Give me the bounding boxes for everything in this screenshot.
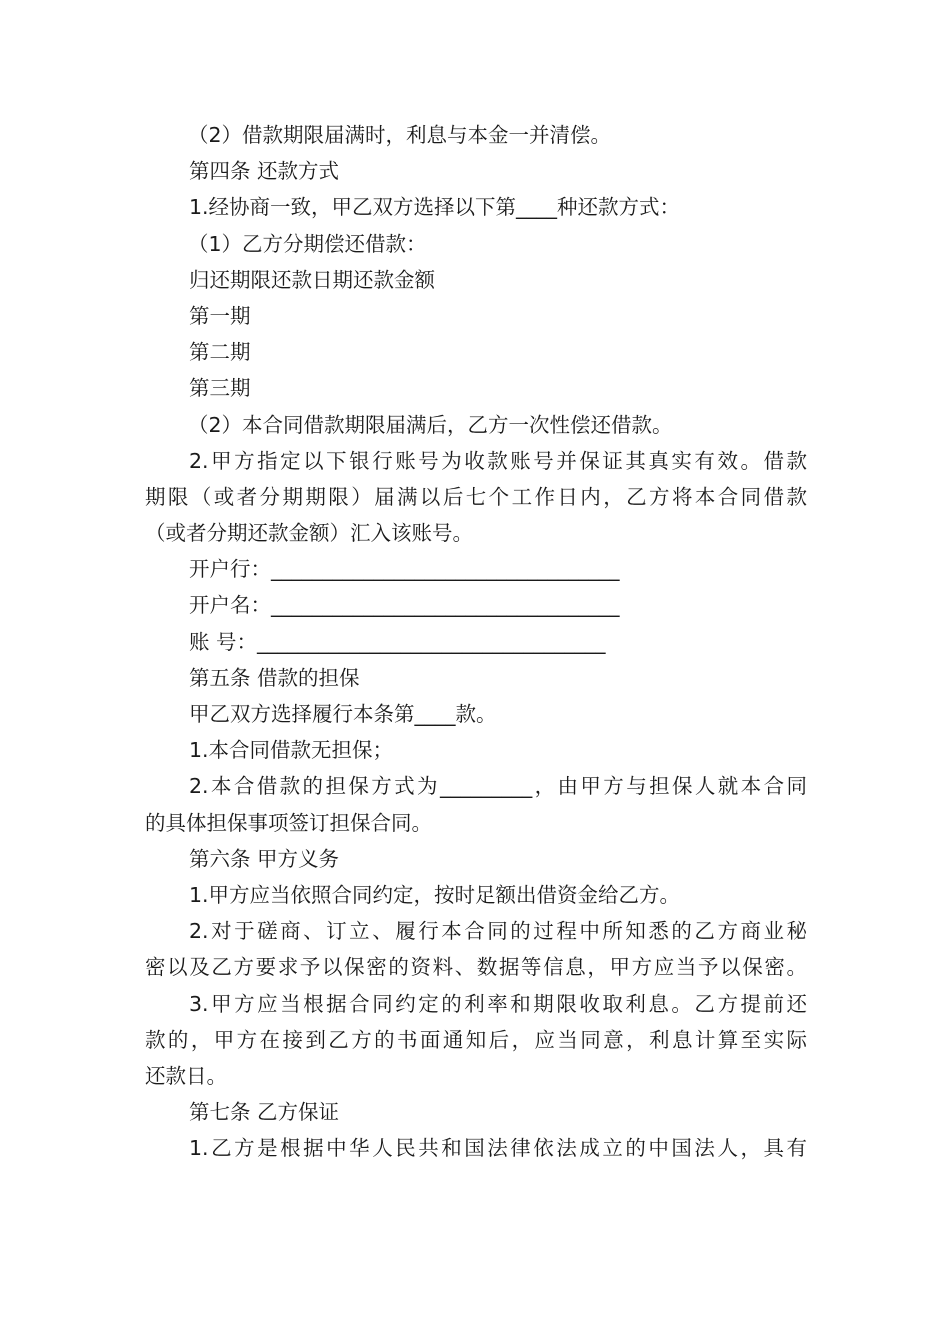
paragraph-line: 期限（或者分期期限）届满以后七个工作日内，乙方将本合同借款 bbox=[145, 484, 807, 509]
section-heading: 第七条 乙方保证 bbox=[189, 1100, 340, 1125]
paragraph-line: 款的，甲方在接到乙方的书面通知后，应当同意，利息计算至实际 bbox=[145, 1027, 807, 1052]
paragraph-line: （或者分期还款金额）汇入该账号。 bbox=[145, 521, 473, 546]
paragraph-line: （2）借款期限届满时，利息与本金一并清偿。 bbox=[188, 123, 612, 147]
paragraph-line: 2.对于磋商、订立、履行本合同的过程中所知悉的乙方商业秘 bbox=[189, 919, 807, 944]
paragraph-line: 1.本合同借款无担保； bbox=[189, 738, 394, 763]
paragraph-line: 2.本合借款的担保方式为_________，由甲方与担保人就本合同 bbox=[189, 774, 807, 799]
paragraph-line: 的具体担保事项签订担保合同。 bbox=[145, 810, 432, 835]
paragraph-line: （2）本合同借款期限届满后，乙方一次性偿还借款。 bbox=[188, 412, 673, 437]
paragraph-line: 1.乙方是根据中华人民共和国法律依法成立的中国法人，具有 bbox=[189, 1136, 807, 1161]
paragraph-line: 密以及乙方要求予以保密的资料、数据等信息，甲方应当予以保密。 bbox=[145, 955, 807, 980]
paragraph-line: （1）乙方分期偿还借款： bbox=[188, 231, 427, 256]
section-heading: 第六条 甲方义务 bbox=[189, 846, 340, 871]
section-heading: 第五条 借款的担保 bbox=[189, 665, 360, 690]
account-number-field: 账 号：__________________________________ bbox=[189, 629, 606, 654]
paragraph-line: 1.甲方应当依照合同约定，按时足额出借资金给乙方。 bbox=[189, 882, 681, 907]
paragraph-line: 第三期 bbox=[189, 376, 251, 401]
section-heading: 第四条 还款方式 bbox=[189, 159, 340, 184]
paragraph-line: 还款日。 bbox=[145, 1063, 227, 1088]
document-body bbox=[145, 117, 807, 1166]
paragraph-line: 1.经协商一致，甲乙双方选择以下第____种还款方式： bbox=[189, 195, 681, 220]
paragraph-line: 甲乙双方选择履行本条第____款。 bbox=[189, 702, 497, 726]
account-name-field: 开户名：__________________________________ bbox=[189, 593, 620, 618]
paragraph-line: 第二期 bbox=[189, 340, 251, 365]
paragraph-line: 2.甲方指定以下银行账号为收款账号并保证其真实有效。借款 bbox=[189, 448, 807, 473]
paragraph-line: 3.甲方应当根据合同约定的利率和期限收取利息。乙方提前还 bbox=[189, 991, 807, 1016]
paragraph-line: 第一期 bbox=[189, 303, 251, 328]
bank-name-field: 开户行：__________________________________ bbox=[189, 557, 620, 582]
paragraph-line: 归还期限还款日期还款金额 bbox=[189, 267, 435, 292]
